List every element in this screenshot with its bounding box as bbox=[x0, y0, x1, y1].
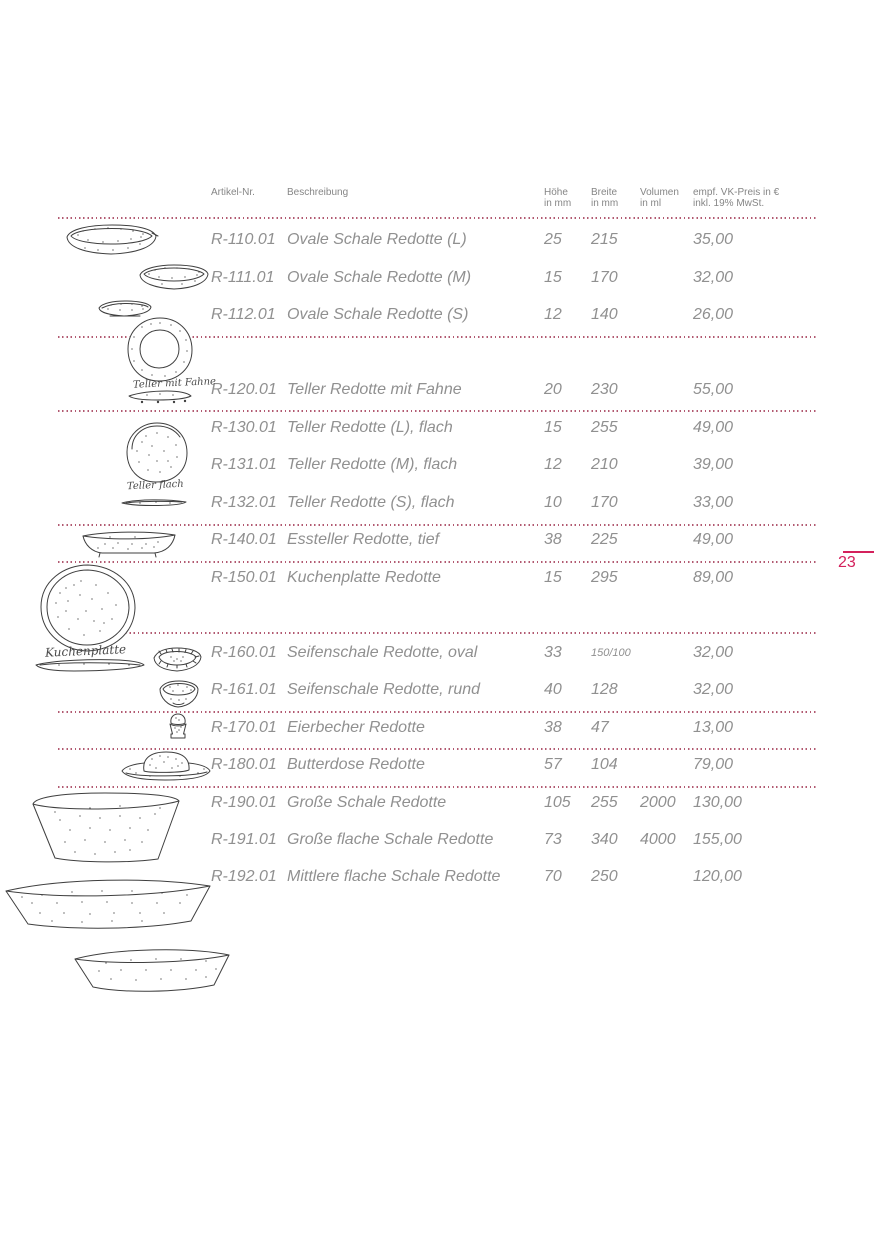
beschreibung: Kuchenplatte Redotte bbox=[287, 569, 441, 586]
hoehe-value: 70 bbox=[544, 868, 562, 885]
artikel-nr: R-131.01 bbox=[211, 456, 277, 473]
hoehe-value: 73 bbox=[544, 831, 562, 848]
sketch-label-teller-mit-fahne: Teller mit Fahne bbox=[132, 376, 217, 391]
soap-dish-round-sketch bbox=[156, 679, 202, 710]
artikel-nr: R-120.01 bbox=[211, 381, 277, 398]
dotted-separator bbox=[58, 632, 816, 634]
breite-value: 128 bbox=[591, 681, 618, 698]
hoehe-value: 12 bbox=[544, 456, 562, 473]
hoehe-value: 15 bbox=[544, 269, 562, 286]
table-row bbox=[0, 717, 874, 739]
hoehe-value: 12 bbox=[544, 306, 562, 323]
breite-value: 170 bbox=[591, 494, 618, 511]
dotted-separator bbox=[58, 217, 816, 219]
preis-value: 155,00 bbox=[693, 831, 742, 848]
artikel-nr: R-111.01 bbox=[211, 269, 275, 286]
preis-value: 32,00 bbox=[693, 269, 734, 286]
volumen-value: 2000 bbox=[640, 794, 676, 811]
artikel-nr: R-150.01 bbox=[211, 569, 277, 586]
hoehe-value: 15 bbox=[544, 419, 562, 436]
cake-platter-side-sketch bbox=[34, 657, 146, 674]
artikel-nr: R-170.01 bbox=[211, 719, 277, 736]
breite-value: 225 bbox=[591, 531, 618, 548]
sketch-label-kuchenplatte: Kuchenplatte bbox=[44, 642, 127, 660]
preis-value: 55,00 bbox=[693, 381, 734, 398]
beschreibung: Seifenschale Redotte, oval bbox=[287, 644, 478, 661]
breite-value: 230 bbox=[591, 381, 618, 398]
plate-with-rim-side-sketch bbox=[127, 389, 193, 405]
col-header-hoehe: Höhe in mm bbox=[544, 187, 572, 209]
hoehe-value: 25 bbox=[544, 231, 562, 248]
large-flat-bowl-sketch bbox=[2, 869, 214, 937]
preis-value: 13,00 bbox=[693, 719, 734, 736]
breite-value: 255 bbox=[591, 794, 618, 811]
breite-value: 215 bbox=[591, 231, 618, 248]
breite-value: 170 bbox=[591, 269, 618, 286]
beschreibung: Teller Redotte (L), flach bbox=[287, 419, 453, 436]
medium-flat-bowl-sketch bbox=[71, 941, 233, 999]
cake-platter-top-sketch bbox=[36, 563, 142, 653]
breite-value: 255 bbox=[591, 419, 618, 436]
dotted-separator bbox=[58, 524, 816, 526]
artikel-nr: R-140.01 bbox=[211, 531, 277, 548]
flat-plate-side-sketch bbox=[120, 496, 188, 509]
artikel-nr: R-132.01 bbox=[211, 494, 277, 511]
artikel-nr: R-180.01 bbox=[211, 756, 277, 773]
hoehe-value: 20 bbox=[544, 381, 562, 398]
beschreibung: Teller Redotte mit Fahne bbox=[287, 381, 462, 398]
table-row bbox=[0, 679, 874, 701]
beschreibung: Ovale Schale Redotte (M) bbox=[287, 269, 472, 286]
preis-value: 120,00 bbox=[693, 868, 742, 885]
beschreibung: Große flache Schale Redotte bbox=[287, 831, 494, 848]
beschreibung: Ovale Schale Redotte (L) bbox=[287, 231, 467, 248]
beschreibung: Ovale Schale Redotte (S) bbox=[287, 306, 469, 323]
preis-value: 39,00 bbox=[693, 456, 734, 473]
breite-value: 340 bbox=[591, 831, 618, 848]
beschreibung: Essteller Redotte, tief bbox=[287, 531, 440, 548]
breite-value: 210 bbox=[591, 456, 618, 473]
volumen-value: 4000 bbox=[640, 831, 676, 848]
dotted-separator bbox=[58, 561, 816, 563]
col-header-volumen: Volumen in ml bbox=[640, 187, 679, 209]
hoehe-value: 33 bbox=[544, 644, 562, 661]
artikel-nr: R-112.01 bbox=[211, 306, 276, 323]
deep-plate-side-sketch bbox=[80, 529, 178, 559]
preis-value: 79,00 bbox=[693, 756, 734, 773]
hoehe-value: 15 bbox=[544, 569, 562, 586]
breite-value: 150/100 bbox=[591, 647, 631, 659]
beschreibung: Eierbecher Redotte bbox=[287, 719, 425, 736]
breite-value: 295 bbox=[591, 569, 618, 586]
beschreibung: Teller Redotte (M), flach bbox=[287, 456, 458, 473]
artikel-nr: R-130.01 bbox=[211, 419, 277, 436]
preis-value: 26,00 bbox=[693, 306, 734, 323]
artikel-nr: R-110.01 bbox=[211, 231, 276, 248]
artikel-nr: R-191.01 bbox=[211, 831, 277, 848]
hoehe-value: 38 bbox=[544, 531, 562, 548]
soap-dish-oval-sketch bbox=[151, 645, 203, 675]
sketch-label-teller-flach: Teller flach bbox=[126, 478, 184, 493]
preis-value: 130,00 bbox=[693, 794, 742, 811]
dotted-separator bbox=[58, 786, 816, 788]
artikel-nr: R-161.01 bbox=[211, 681, 277, 698]
oval-bowl-large-sketch bbox=[63, 223, 159, 259]
col-header-artikel: Artikel-Nr. bbox=[211, 187, 255, 198]
col-header-breite: Breite in mm bbox=[591, 187, 619, 209]
artikel-nr: R-160.01 bbox=[211, 644, 277, 661]
breite-value: 47 bbox=[591, 719, 609, 736]
preis-value: 33,00 bbox=[693, 494, 734, 511]
flat-plate-top-sketch bbox=[124, 421, 190, 485]
page-number: 23 bbox=[838, 554, 856, 571]
preis-value: 35,00 bbox=[693, 231, 734, 248]
breite-value: 140 bbox=[591, 306, 618, 323]
artikel-nr: R-190.01 bbox=[211, 794, 277, 811]
breite-value: 250 bbox=[591, 868, 618, 885]
preis-value: 32,00 bbox=[693, 681, 734, 698]
preis-value: 32,00 bbox=[693, 644, 734, 661]
egg-cup-sketch bbox=[166, 713, 190, 745]
table-row bbox=[0, 267, 874, 289]
large-bowl-sketch bbox=[30, 790, 182, 866]
hoehe-value: 38 bbox=[544, 719, 562, 736]
preis-value: 89,00 bbox=[693, 569, 734, 586]
col-header-preis: empf. VK-Preis in € inkl. 19% MwSt. bbox=[693, 187, 780, 209]
butter-dish-sketch bbox=[120, 749, 212, 785]
beschreibung: Teller Redotte (S), flach bbox=[287, 494, 455, 511]
hoehe-value: 40 bbox=[544, 681, 562, 698]
dotted-separator bbox=[58, 410, 816, 412]
breite-value: 104 bbox=[591, 756, 618, 773]
preis-value: 49,00 bbox=[693, 419, 734, 436]
hoehe-value: 10 bbox=[544, 494, 562, 511]
beschreibung: Butterdose Redotte bbox=[287, 756, 425, 773]
artikel-nr: R-192.01 bbox=[211, 868, 277, 885]
hoehe-value: 105 bbox=[544, 794, 571, 811]
oval-bowl-medium-sketch bbox=[137, 263, 211, 293]
col-header-beschreibung: Beschreibung bbox=[287, 187, 349, 198]
preis-value: 49,00 bbox=[693, 531, 734, 548]
hoehe-value: 57 bbox=[544, 756, 562, 773]
page-number-rule bbox=[843, 551, 874, 553]
beschreibung: Seifenschale Redotte, rund bbox=[287, 681, 481, 698]
beschreibung: Mittlere flache Schale Redotte bbox=[287, 868, 501, 885]
plate-with-rim-top-sketch bbox=[125, 316, 195, 384]
beschreibung: Große Schale Redotte bbox=[287, 794, 447, 811]
